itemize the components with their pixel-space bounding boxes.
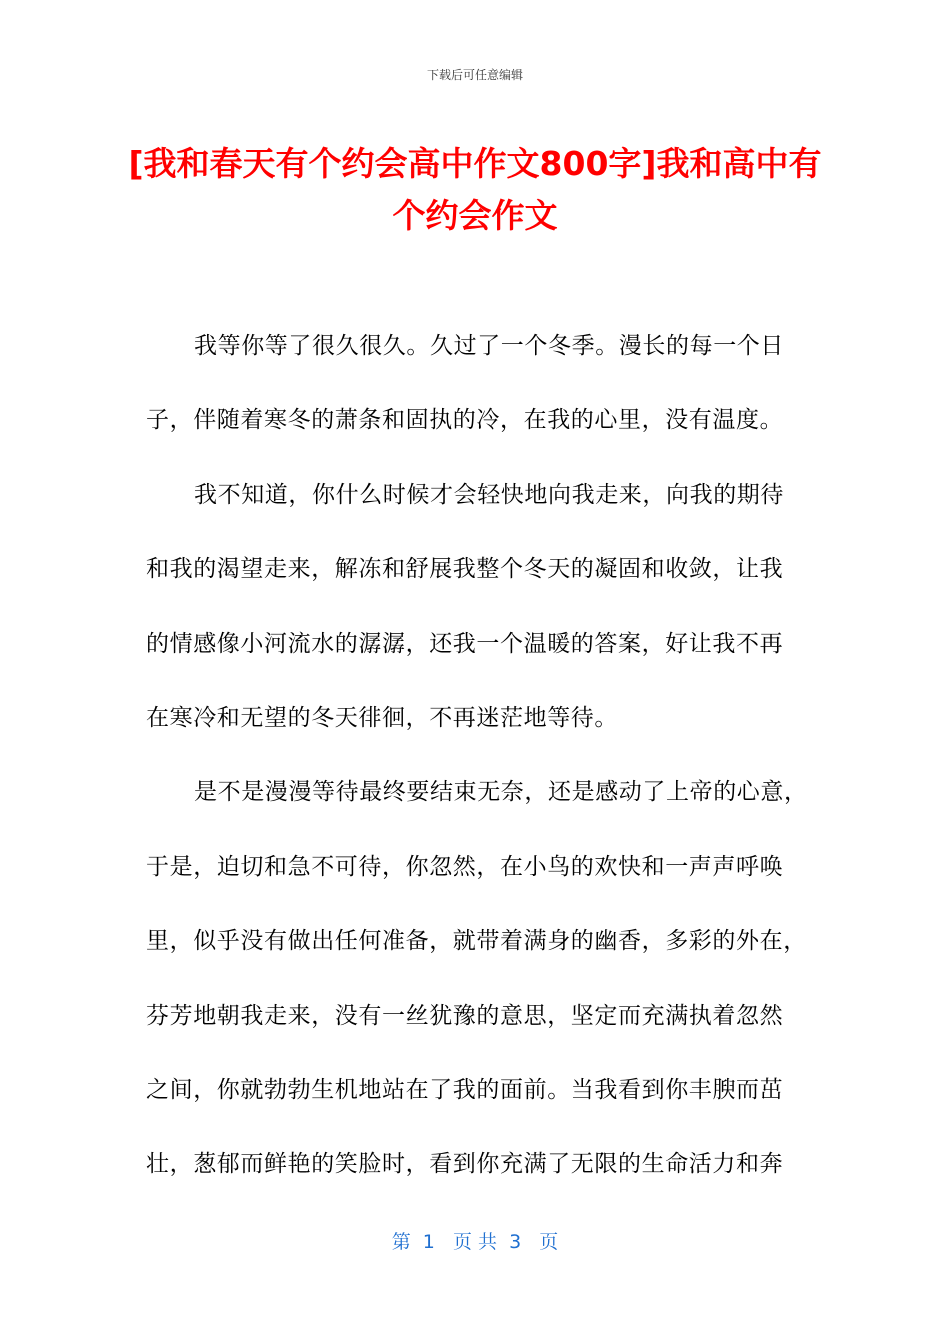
paragraph-line: 我不知道，你什么时候才会轻快地向我走来，向我的期待 [194,481,784,508]
paragraph-line: 我等你等了很久很久。久过了一个冬季。漫长的每一个日 [194,333,784,359]
page-number-footer: 第 1 页 共 3 页 [391,1231,559,1253]
paragraph-line: 和我的渴望走来，解冻和舒展我整个冬天的凝固和收敛，让我 [146,556,784,583]
paragraph-line: 之间，你就勃勃生机地站在了我的面前。当我看到你丰腴而茁 [146,1076,784,1103]
document-title: [我和春天有个约会高中作文800字]我和高中有个约会作文 [128,144,822,235]
paragraph-line: 在寒冷和无望的冬天徘徊，不再迷茫地等待。 [146,704,618,731]
paragraph-line: 是不是漫漫等待最终要结束无奈，还是感动了上帝的心意， [194,779,808,806]
paragraph-line: 子，伴随着寒冬的萧条和固执的冷，在我的心里，没有温度。 [146,407,784,434]
paragraph-line: 于是，迫切和急不可待，你忽然，在小鸟的欢快和一声声呼唤 [146,853,784,880]
body-text [146,309,806,1202]
paragraph-line: 芬芳地朝我走来，没有一丝犹豫的意思，坚定而充满执着忽然 [146,1002,784,1029]
paragraph-line: 壮，葱郁而鲜艳的笑脸时，看到你充满了无限的生命活力和奔 [146,1151,784,1178]
header-note: 下载后可任意编辑 [426,68,523,82]
paragraph-line: 的情感像小河流水的潺潺，还我一个温暖的答案，好让我不再 [146,630,784,657]
paragraph-line: 里，似乎没有做出任何准备，就带着满身的幽香，多彩的外在， [146,928,807,955]
